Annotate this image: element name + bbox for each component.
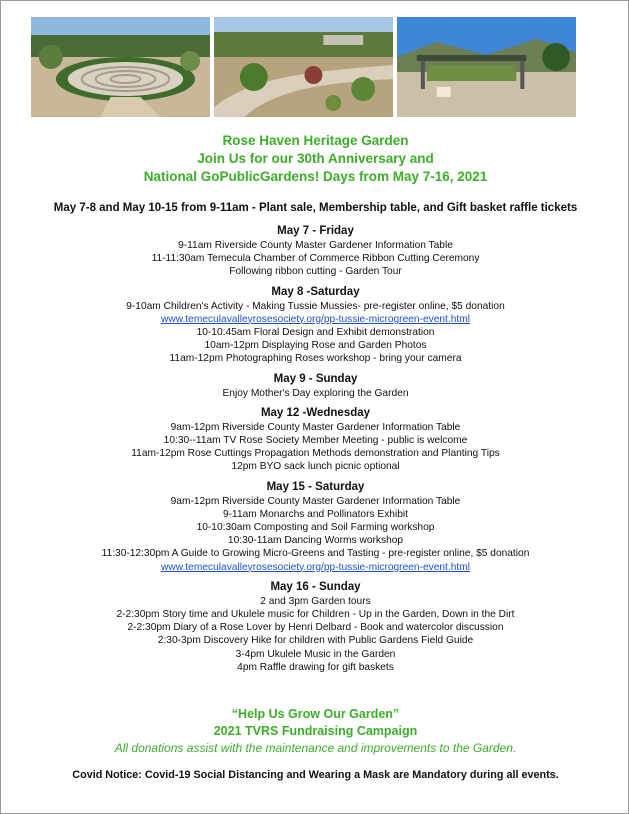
fundraising-campaign [1, 706, 629, 757]
schedule-item: 10:30--11am TV Rose Society Member Meeting - public is welcome [163, 435, 468, 447]
schedule-item: 11am-12pm Rose Cuttings Propagation Methods demonstration and Planting Tips [131, 448, 500, 460]
schedule-item: 11:30-12:30pm A Guide to Growing Micro-Greens and Tasting - pre-register online, $5 donation [101, 548, 530, 560]
schedule-item: 10:30-11am Dancing Worms workshop [227, 535, 404, 547]
day-title: May 8 -Saturday [271, 285, 360, 298]
schedule-item: 4pm Raffle drawing for gift baskets [237, 661, 394, 673]
schedule-item: Following ribbon cutting - Garden Tour [229, 266, 402, 278]
schedule-item: 2:30-3pm Discovery Hike for children with Public Gardens Field Guide [157, 635, 474, 647]
campaign-note: All donations assist with the maintenance and improvements to the Garden. [114, 741, 517, 755]
schedule-item: 9-11am Riverside County Master Gardener Information Table [178, 240, 453, 251]
schedule-day [1, 371, 629, 400]
anniversary-line: Join Us for our 30th Anniversary and [197, 151, 434, 166]
garden-path-photo [214, 17, 393, 117]
schedule-item: 11am-12pm Photographing Roses workshop - bring your camera [169, 353, 462, 365]
schedule-day [1, 579, 629, 674]
schedule-item: 2-2:30pm Diary of a Rose Lover by Henri Delbard - Book and watercolor discussion [127, 622, 504, 634]
day-title: May 9 - Sunday [273, 372, 358, 385]
schedule-day [1, 223, 629, 279]
schedule-item: 10-10:30am Composting and Soil Farming workshop [196, 522, 435, 534]
day-title: May 16 - Sunday [270, 580, 361, 593]
schedule-item: 2-2:30pm Story time and Ukulele music for Children - Up in the Garden, Down in the Dirt [116, 609, 515, 621]
schedule-item: 12pm BYO sack lunch picnic optional [231, 461, 400, 473]
schedule-day [1, 479, 629, 574]
campaign-slogan: “Help Us Grow Our Garden” [231, 707, 400, 721]
campaign-title: 2021 TVRS Fundraising Campaign [213, 724, 418, 738]
schedule-item: 9-11am Monarchs and Pollinators Exhibit [223, 508, 408, 520]
day-title: May 7 - Friday [277, 225, 354, 237]
covid-notice: Covid Notice: Covid-19 Social Distancing and Wearing a Mask are Mandatory during all events. [72, 769, 559, 781]
schedule-day [1, 405, 629, 474]
schedule-item: 9-10am Children's Activity - Making Tussie Mussies- pre-register online, $5 donation [126, 300, 505, 312]
day-title: May 15 - Saturday [266, 480, 365, 493]
schedule-item: 10am-12pm Displaying Rose and Garden Photos [204, 340, 427, 352]
schedule-item: 11-11:30am Temecula Chamber of Commerce Ribbon Cutting Ceremony [151, 253, 480, 265]
schedule-item: Enjoy Mother's Day exploring the Garden [222, 387, 409, 399]
event-registration-link[interactable]: www.temeculavalleyrosesociety.org/pp-tussie-microgreen-event.html [161, 561, 470, 573]
day-title: May 12 -Wednesday [260, 406, 371, 419]
event-header [1, 132, 629, 186]
schedule-item: 10-10:45am Floral Design and Exhibit demonstration [196, 327, 435, 339]
schedule-item: 9am-12pm Riverside County Master Gardener Information Table [170, 421, 461, 433]
labyrinth-garden-photo [31, 17, 210, 117]
event-schedule [1, 223, 629, 679]
schedule-item: 2 and 3pm Garden tours [260, 595, 371, 607]
garden-shade-structure-photo [397, 17, 576, 117]
schedule-item: 3-4pm Ukulele Music in the Garden [235, 648, 396, 660]
schedule-item: 9am-12pm Riverside County Master Gardener Information Table [170, 495, 461, 507]
garden-name: Rose Haven Heritage Garden [222, 133, 409, 148]
event-dates-line: National GoPublicGardens! Days from May 7-16, 2021 [143, 169, 488, 184]
schedule-day [1, 284, 629, 366]
plant-sale-headline: May 7-8 and May 10-15 from 9-11am - Plant sale, Membership table, and Gift basket raffle tickets [53, 202, 578, 214]
event-registration-link[interactable]: www.temeculavalleyrosesociety.org/pp-tussie-microgreen-event.html [161, 313, 470, 325]
photo-strip [31, 17, 576, 117]
